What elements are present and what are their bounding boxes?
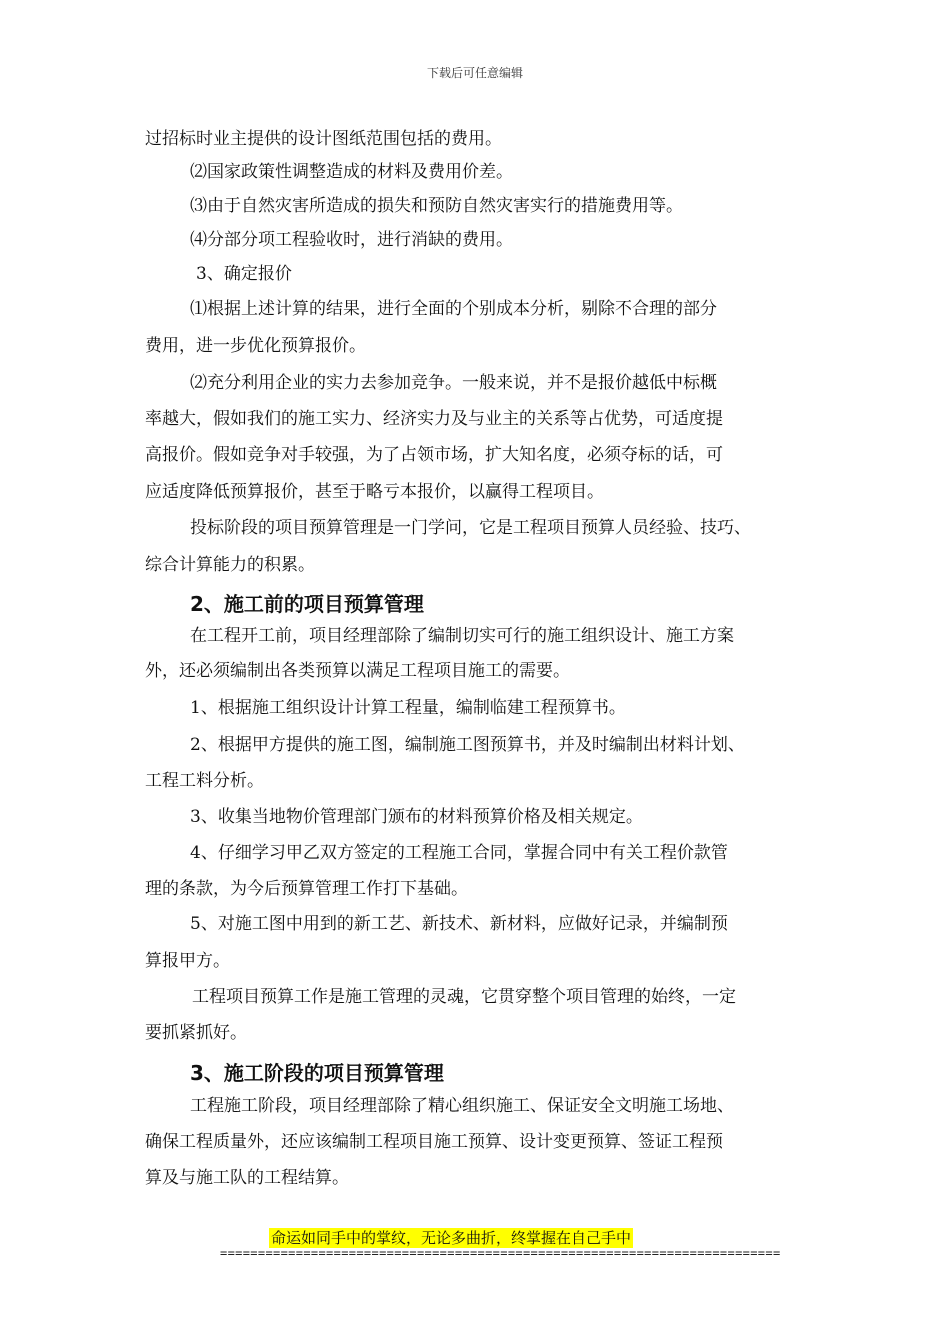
paragraph-line: 外，还必须编制出各类预算以满足工程项目施工的需要。: [145, 661, 570, 681]
paragraph-line: 工程项目预算工作是施工管理的灵魂，它贯穿整个项目管理的始终，一定: [192, 987, 736, 1007]
paragraph-line: 3、确定报价: [196, 264, 292, 284]
paragraph-line: 3、收集当地物价管理部门颁布的材料预算价格及相关规定。: [190, 807, 643, 827]
paragraph-line: 确保工程质量外，还应该编制工程项目施工预算、设计变更预算、签证工程预: [145, 1132, 723, 1152]
paragraph-line: 1、根据施工组织设计计算工程量，编制临建工程预算书。: [190, 698, 626, 718]
footer-motto: 命运如同手中的掌纹，无论多曲折，终掌握在自己手中: [271, 1229, 632, 1247]
section-heading: 2、施工前的项目预算管理: [190, 592, 424, 616]
paragraph-line: 综合计算能力的积累。: [145, 555, 315, 575]
paragraph-line: ⑵国家政策性调整造成的材料及费用价差。: [190, 162, 513, 182]
paragraph-line: 率越大，假如我们的施工实力、经济实力及与业主的关系等占优势，可适度提: [145, 409, 723, 429]
header-note: 下载后可任意编辑: [426, 66, 523, 80]
paragraph-line: 要抓紧抓好。: [145, 1023, 247, 1043]
paragraph-line: 费用，进一步优化预算报价。: [145, 336, 366, 356]
paragraph-line: 2、根据甲方提供的施工图，编制施工图预算书，并及时编制出材料计划、: [190, 735, 745, 755]
paragraph-line: 投标阶段的项目预算管理是一门学问，它是工程项目预算人员经验、技巧、: [190, 518, 751, 538]
paragraph-line: 工程工料分析。: [145, 771, 264, 791]
paragraph-line: 应适度降低预算报价，甚至于略亏本报价，以赢得工程项目。: [145, 482, 604, 502]
section-heading: 3、施工阶段的项目预算管理: [190, 1061, 444, 1085]
paragraph-line: 高报价。假如竞争对手较强，为了占领市场，扩大知名度，必须夺标的话，可: [145, 445, 723, 465]
paragraph-line: ⑴根据上述计算的结果，进行全面的个别成本分析，剔除不合理的部分: [190, 299, 717, 319]
paragraph-line: 过招标时业主提供的设计图纸范围包括的费用。: [145, 129, 502, 149]
paragraph-line: 工程施工阶段，项目经理部除了精心组织施工、保证安全文明施工场地、: [190, 1096, 734, 1116]
paragraph-line: ⑵充分利用企业的实力去参加竞争。一般来说，并不是报价越低中标概: [190, 373, 717, 393]
footer-divider: ==========================================================================: [220, 1246, 781, 1260]
paragraph-line: 理的条款，为今后预算管理工作打下基础。: [145, 879, 468, 899]
paragraph-line: ⑶由于自然灾害所造成的损失和预防自然灾害实行的措施费用等。: [190, 196, 683, 216]
paragraph-line: ⑷分部分项工程验收时，进行消缺的费用。: [190, 230, 513, 250]
paragraph-line: 算及与施工队的工程结算。: [145, 1168, 349, 1188]
paragraph-line: 4、仔细学习甲乙双方签定的工程施工合同，掌握合同中有关工程价款管: [190, 843, 728, 863]
paragraph-line: 在工程开工前，项目经理部除了编制切实可行的施工组织设计、施工方案: [190, 626, 734, 646]
paragraph-line: 5、对施工图中用到的新工艺、新技术、新材料，应做好记录，并编制预: [190, 914, 728, 934]
paragraph-line: 算报甲方。: [145, 951, 230, 971]
